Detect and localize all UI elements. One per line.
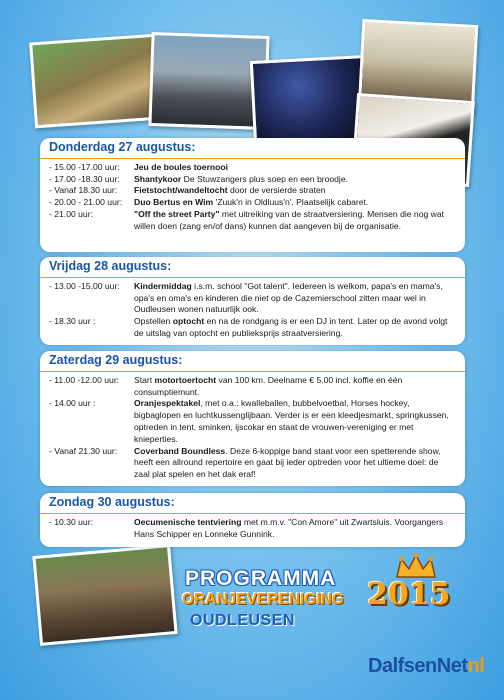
day-title: Donderdag 27 augustus: [40, 138, 465, 159]
schedule-row: - 21.00 uur: "Off the street Party" met uitreiking van de straatversiering. Mensen die nog wat willen doen (zang en/of dans) kunnen dat aangeven bij de organisatie. [49, 208, 445, 231]
photo-dance-group [250, 55, 370, 149]
crown-icon [393, 553, 439, 579]
logo-oudleusen: OUDLEUSEN [190, 612, 295, 629]
logo-oranjevereniging: ORANJEVERENIGING [182, 591, 344, 608]
schedule-row: - 15.00 -17.00 uur: Jeu de boules toernooi [49, 161, 229, 172]
schedule-row: - 10.30 uur: Oecumenische tentviering met m.m.v. "Con Amore" uit Zwartsluis. Voorgangers Hans Schipper en Lonneke Gunnink. [49, 516, 444, 539]
day-title: Zaterdag 29 augustus: [40, 351, 465, 372]
day-title: Zondag 30 augustus: [40, 493, 465, 514]
photo-mud-game [32, 544, 177, 646]
logo-year: 2015 [367, 577, 451, 612]
schedule-row: - 11.00 -12.00 uur: Start motortoertocht van 100 km. Deelname € 5.00 incl. koffie en één consumptiemunt. [49, 374, 403, 397]
schedule-row: - Vanaf 18.30 uur: Fietstocht/wandeltocht door de versierde straten [49, 185, 326, 196]
schedule-row: - 13.00 -15.00 uur: Kindermiddag i.s.m. school "Got talent". Iedereen is welkom, papa's en mama's, opa's en oma's en kinderen die niet op de Cazemierschool zitten maar wel in Oudleusen wonen natuurlijk ook. [49, 280, 443, 315]
brand-logo-dalfsennet: DalfsenNetnl [368, 655, 485, 677]
day-title: Vrijdag 28 augustus: [40, 257, 465, 278]
logo-programma: PROGRAMMA [185, 567, 337, 590]
schedule-row: - 18.30 uur : Opstellen optocht en na de rondgang is er een DJ in tent. Later op de avond volgt de uitslag van optocht en publieksprijs straatversiering. [49, 316, 448, 338]
schedule-row: - 17.00 -18.30 uur: Shantykoor De Stuwzangers plus soep en een broodje. [49, 173, 349, 184]
schedule-row: - Vanaf 21.30 uur: Coverband Boundless. Deze 6-koppige band staat voor een spetterende show, heeft een allround repertoire en gaat bij ieder optreden voor het ultieme doel: de zaal plat spelen en het dak eraf! [49, 445, 441, 480]
day-panel-friday [40, 257, 465, 345]
schedule-row: - 14.00 uur : Oranjespektakel, met o.a.: kwalleballen, bubbelvoetbal, Horses hockey, bigbaglopen en luchtkussenglijbaan. Verder is er een kleedjesmarkt, springkussen, optreden in tent, sminken, ijscokar en staat de vrouwen-vereniging er met knieperties. [49, 398, 449, 444]
schedule-row: - 20.00 - 21.00 uur: Duo Bertus en Wim 'Zuuk'n in Oldluus'n'. Plaatselijk cabaret. [49, 197, 369, 208]
day-panel-thursday [40, 138, 465, 252]
photo-event-fair [29, 34, 163, 129]
day-panel-sunday [40, 493, 465, 547]
day-panel-saturday [40, 351, 465, 486]
